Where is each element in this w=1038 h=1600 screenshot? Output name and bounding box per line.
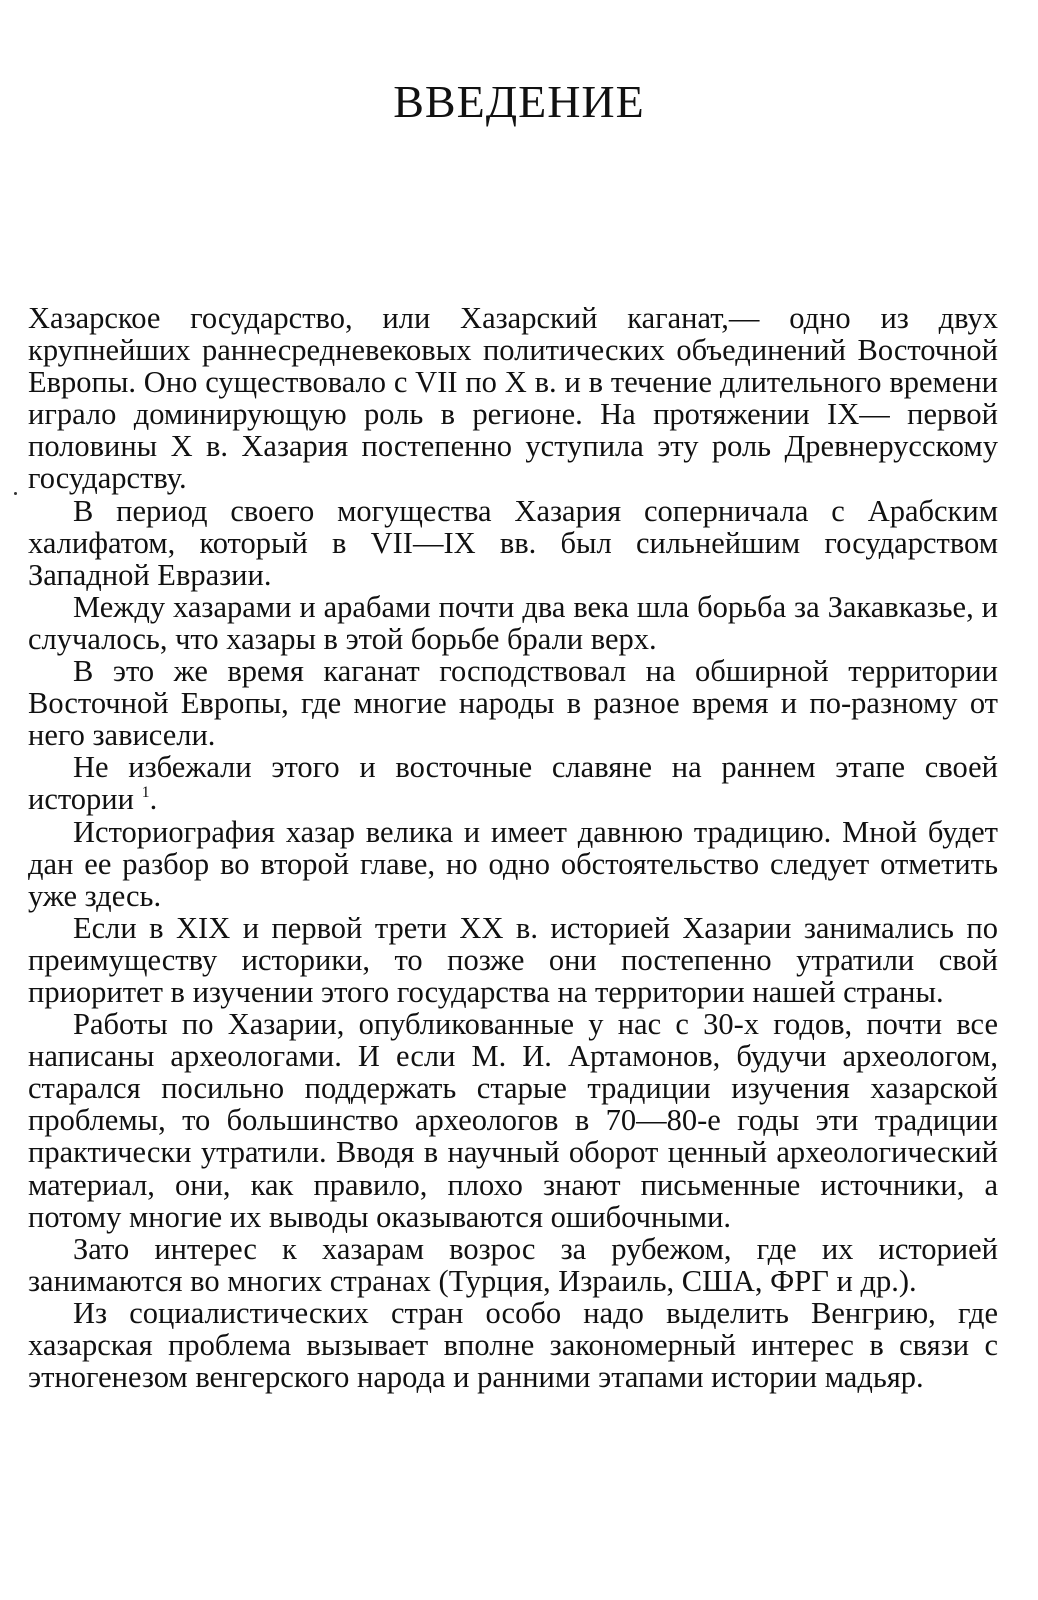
paragraph-8: Работы по Хазарии, опубликованные у нас с 30-х годов, почти все написаны археологами. И если М. И. Артамонов, будучи археологом, старался посильно поддержать старые традиции изучения хазарской проблемы, то большинство археологов в 70—80-е годы эти традиции практически утратили. Вводя в научный оборот ценный археологический материал, они, как правило, плохо знают письменные источники, а потому многие их выводы оказываются ошибочными.	[28, 1007, 998, 1234]
paragraph-2: В период своего могущества Хазария соперничала с Арабским халифатом, который в VII—IX вв. был сильнейшим государством Западной Евразии.	[28, 493, 998, 592]
paragraph-1: Хазарское государство, или Хазарский каганат,— одно из двух крупнейших раннесредневековых политических объединений Восточной Европы. Оно существовало с VII по X в. и в течение длительного времени играло доминирующую роль в регионе. На протяжении IX— первой половины X в. Хазария постепенно уступила эту роль Древнерусскому государству.	[28, 301, 998, 496]
paragraph-3: Между хазарами и арабами почти два века шла борьба за Закавказье, и случалось, что хазары в этой борьбе брали верх.	[28, 589, 998, 656]
paragraph-5-text: Не избежали этого и восточные славяне на раннем этапе своей истории	[28, 750, 998, 817]
scan-speck	[14, 492, 17, 495]
paragraph-6: Историография хазар велика и имеет давнюю традицию. Мной будет дан ее разбор во второй главе, но одно обстоятельство следует отметить уже здесь.	[28, 814, 998, 913]
footnote-suffix: .	[149, 782, 158, 817]
paragraph-5	[28, 751, 998, 815]
body-text	[28, 302, 998, 1393]
chapter-title: ВВЕДЕНИЕ	[393, 75, 645, 127]
paragraph-7: Если в XIX и первой трети XX в. историей Хазарии занимались по преимуществу историки, то позже они постепенно утратили свой приоритет в изучении этого государства на территории нашей страны.	[28, 910, 998, 1009]
footnote-marker: 1	[141, 784, 150, 802]
paragraph-10: Из социалистических стран особо надо выделить Венгрию, где хазарская проблема вызывает вполне закономерный интерес в связи с этногенезом венгерского народа и ранними этапами истории мадьяр.	[28, 1295, 998, 1395]
paragraph-9: Зато интерес к хазарам возрос за рубежом, где их историей занимаются во многих странах (Турция, Израиль, США, ФРГ и др.).	[28, 1231, 998, 1298]
paragraph-4: В это же время каганат господствовал на обширной территории Восточной Европы, где многие народы в разное время и по-разному от него зависели.	[28, 654, 998, 753]
